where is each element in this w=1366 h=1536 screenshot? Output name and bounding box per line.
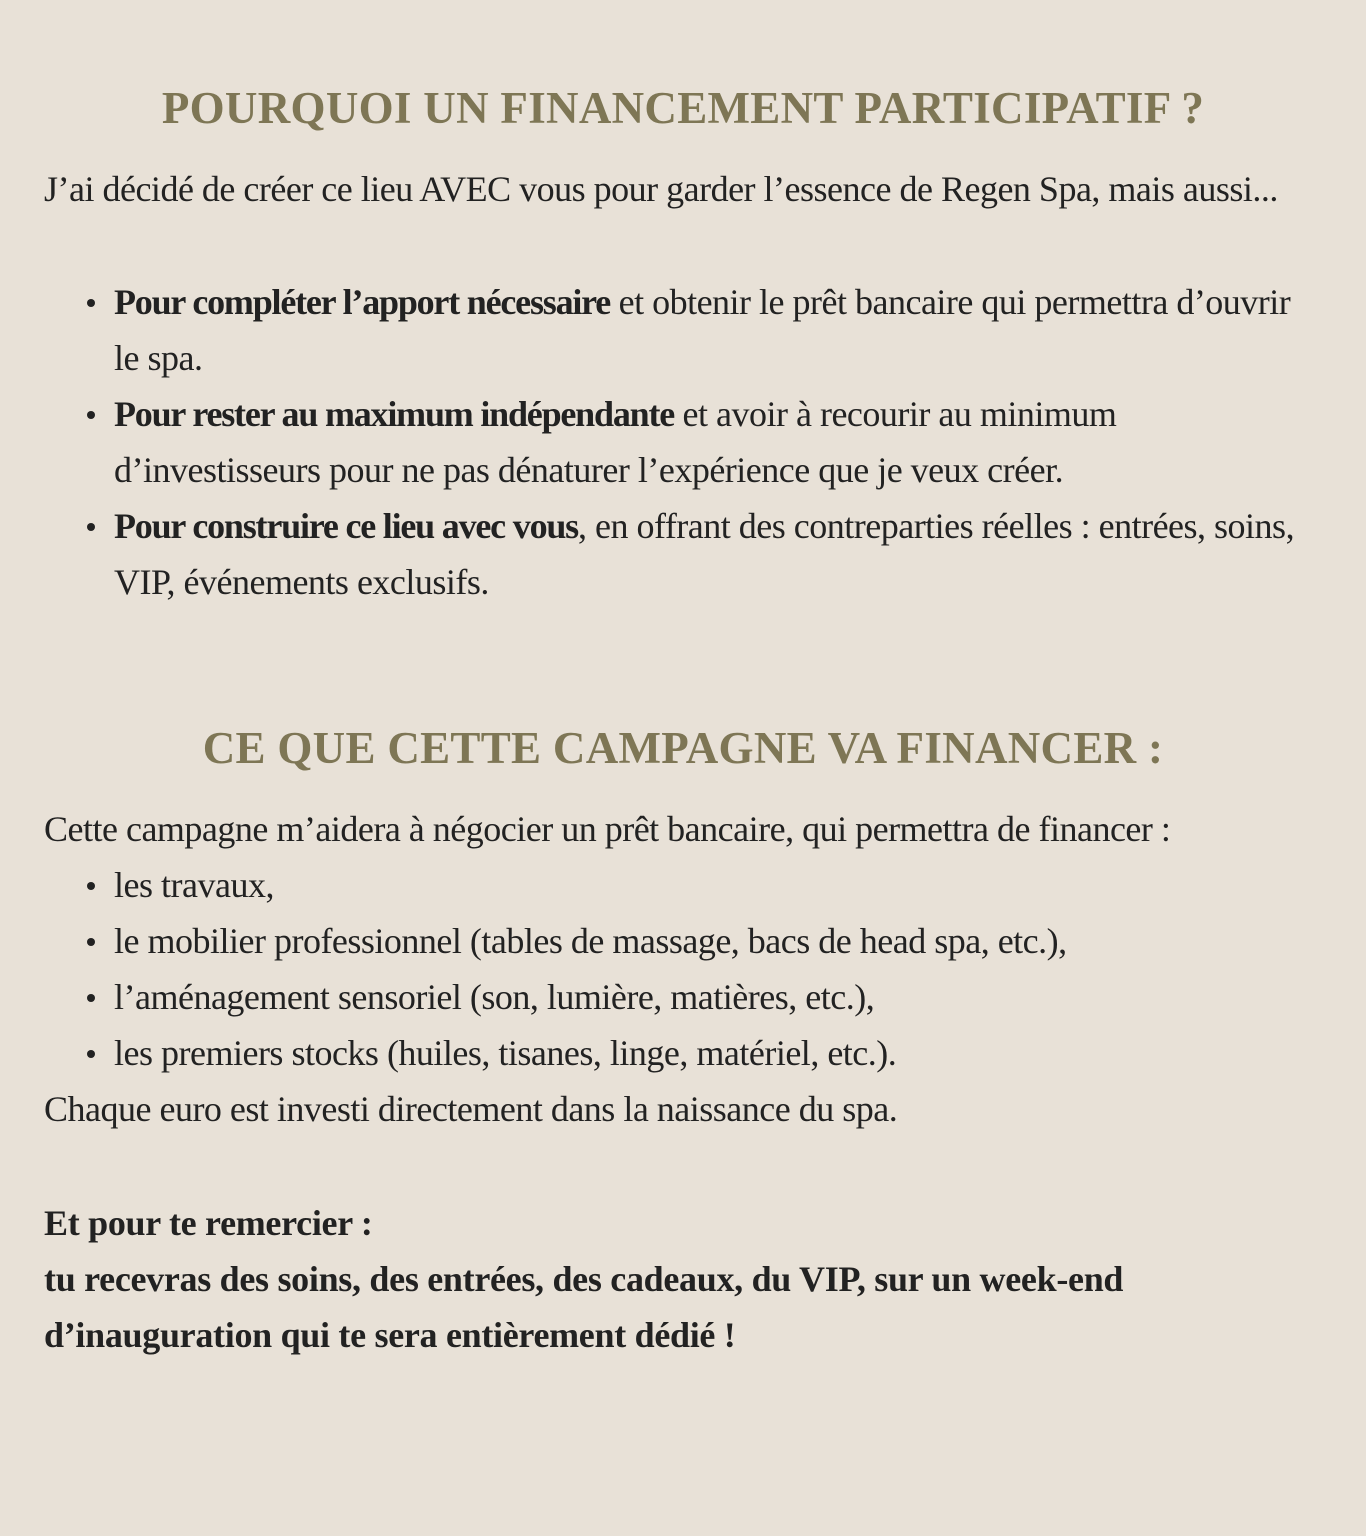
funding-section bbox=[44, 723, 1322, 1363]
reason-text: , en offrant des contreparties réelles : entrées, soins, VIP, événements exclusifs. bbox=[114, 506, 1295, 602]
list-item: les travaux, bbox=[114, 857, 1322, 913]
list-item: l’aménagement sensoriel (son, lumière, matières, etc.), bbox=[114, 969, 1322, 1025]
list-item: le mobilier professionnel (tables de massage, bacs de head spa, etc.), bbox=[114, 913, 1322, 969]
section-heading-why: POURQUOI UN FINANCEMENT PARTICIPATIF ? bbox=[161, 83, 1205, 133]
list-item bbox=[114, 386, 1322, 498]
list-item bbox=[114, 274, 1322, 386]
list-item bbox=[114, 498, 1322, 610]
reason-highlight: Pour construire ce lieu avec vous bbox=[114, 506, 578, 546]
thanks-title: Et pour te remercier : bbox=[44, 1203, 373, 1243]
reasons-list bbox=[44, 274, 1322, 610]
list-item: les premiers stocks (huiles, tisanes, linge, matériel, etc.). bbox=[114, 1025, 1322, 1081]
closing-sentence: Chaque euro est investi directement dans la naissance du spa. bbox=[44, 1089, 898, 1129]
reason-text: et obtenir le prêt bancaire qui permettra d’ouvrir le spa. bbox=[114, 282, 1291, 378]
thanks-block bbox=[44, 1195, 1322, 1363]
reason-highlight: Pour compléter l’apport nécessaire bbox=[114, 282, 611, 322]
thanks-body: tu recevras des soins, des entrées, des cadeaux, du VIP, sur un week-end d’inauguration qui te sera entièrement dédié ! bbox=[44, 1259, 1124, 1355]
reason-highlight: Pour rester au maximum indépendante bbox=[114, 394, 675, 434]
funding-list bbox=[44, 857, 1322, 1081]
intro-paragraph: J’ai décidé de créer ce lieu AVEC vous pour garder l’essence de Regen Spa, mais aussi... bbox=[44, 169, 1278, 209]
funding-intro: Cette campagne m’aidera à négocier un prêt bancaire, qui permettra de financer : bbox=[44, 809, 1171, 849]
reason-text: et avoir à recourir au minimum d’investisseurs pour ne pas dénaturer l’expérience que je veux créer. bbox=[114, 394, 1117, 490]
section-heading-funding: CE QUE CETTE CAMPAGNE VA FINANCER : bbox=[202, 723, 1164, 773]
